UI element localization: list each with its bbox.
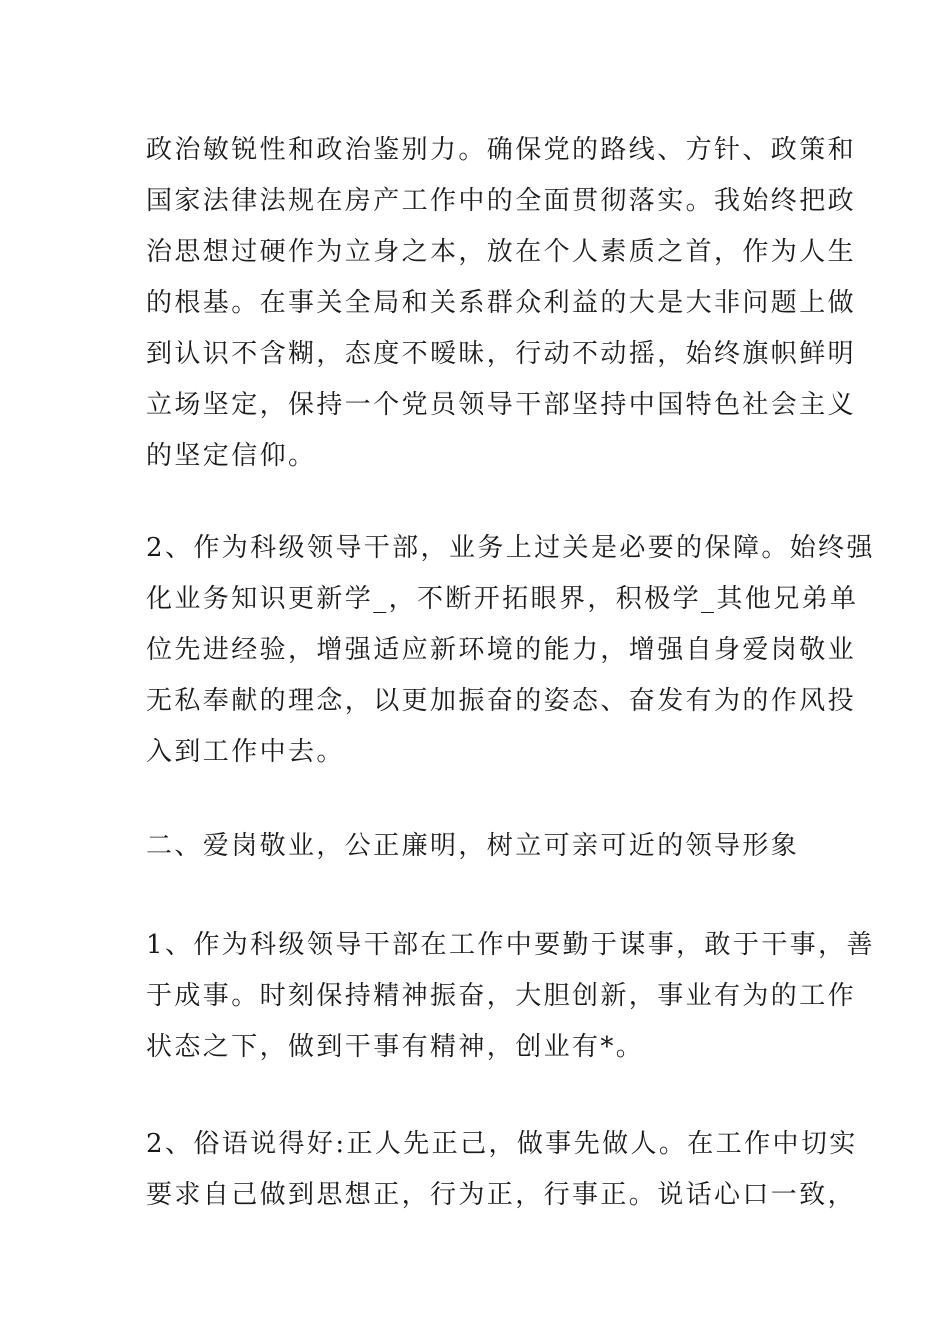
paragraph-political-integrity xyxy=(146,125,857,482)
text-line: 到认识不含糊，态度不暧昧，行动不动摇，始终旗帜鲜明 xyxy=(146,339,857,369)
text-line: 2、作为科级领导干部，业务上过关是必要的保障。始终强 xyxy=(146,533,875,563)
text-line: 无私奉献的理念，以更加振奋的姿态、奋发有为的作风投 xyxy=(146,686,857,716)
text-line: 治思想过硬作为立身之本，放在个人素质之首，作为人生 xyxy=(146,237,857,267)
text-line: 1、作为科级领导干部在工作中要勤于谋事，敢于干事，善 xyxy=(146,930,875,960)
text-line: 入到工作中去。 xyxy=(146,737,345,767)
text-line: 要求自己做到思想正，行为正，行事正。说话心口一致， xyxy=(146,1180,857,1210)
text-line: 化业务知识更新学_，不断开拓眼界，积极学_其他兄弟单 xyxy=(146,584,859,614)
text-line: 的坚定信仰。 xyxy=(146,441,317,471)
text-line: 位先进经验，增强适应新环境的能力，增强自身爱岗敬业 xyxy=(146,635,857,665)
text-line: 2、俗语说得好:正人先正己，做事先做人。在工作中切实 xyxy=(146,1129,858,1159)
text-line: 于成事。时刻保持精神振奋，大胆创新，事业有为的工作 xyxy=(146,981,857,1011)
text-line: 的根基。在事关全局和关系群众利益的大是大非问题上做 xyxy=(146,288,857,318)
text-line: 状态之下，做到干事有精神，创业有*。 xyxy=(146,1032,645,1062)
paragraph-diligence xyxy=(146,920,875,1073)
text-line: 立场坚定，保持一个党员领导干部坚持中国特色社会主义 xyxy=(146,390,857,420)
text-line: 政治敏锐性和政治鉴别力。确保党的路线、方针、政策和 xyxy=(146,135,857,165)
text-line: 国家法律法规在房产工作中的全面贯彻落实。我始终把政 xyxy=(146,186,857,216)
section-heading xyxy=(146,821,818,872)
section-heading-text: 二、爱岗敬业，公正廉明，树立可亲可近的领导形象 xyxy=(146,831,800,861)
paragraph-self-discipline xyxy=(146,1119,858,1221)
paragraph-business-competence xyxy=(146,523,875,778)
